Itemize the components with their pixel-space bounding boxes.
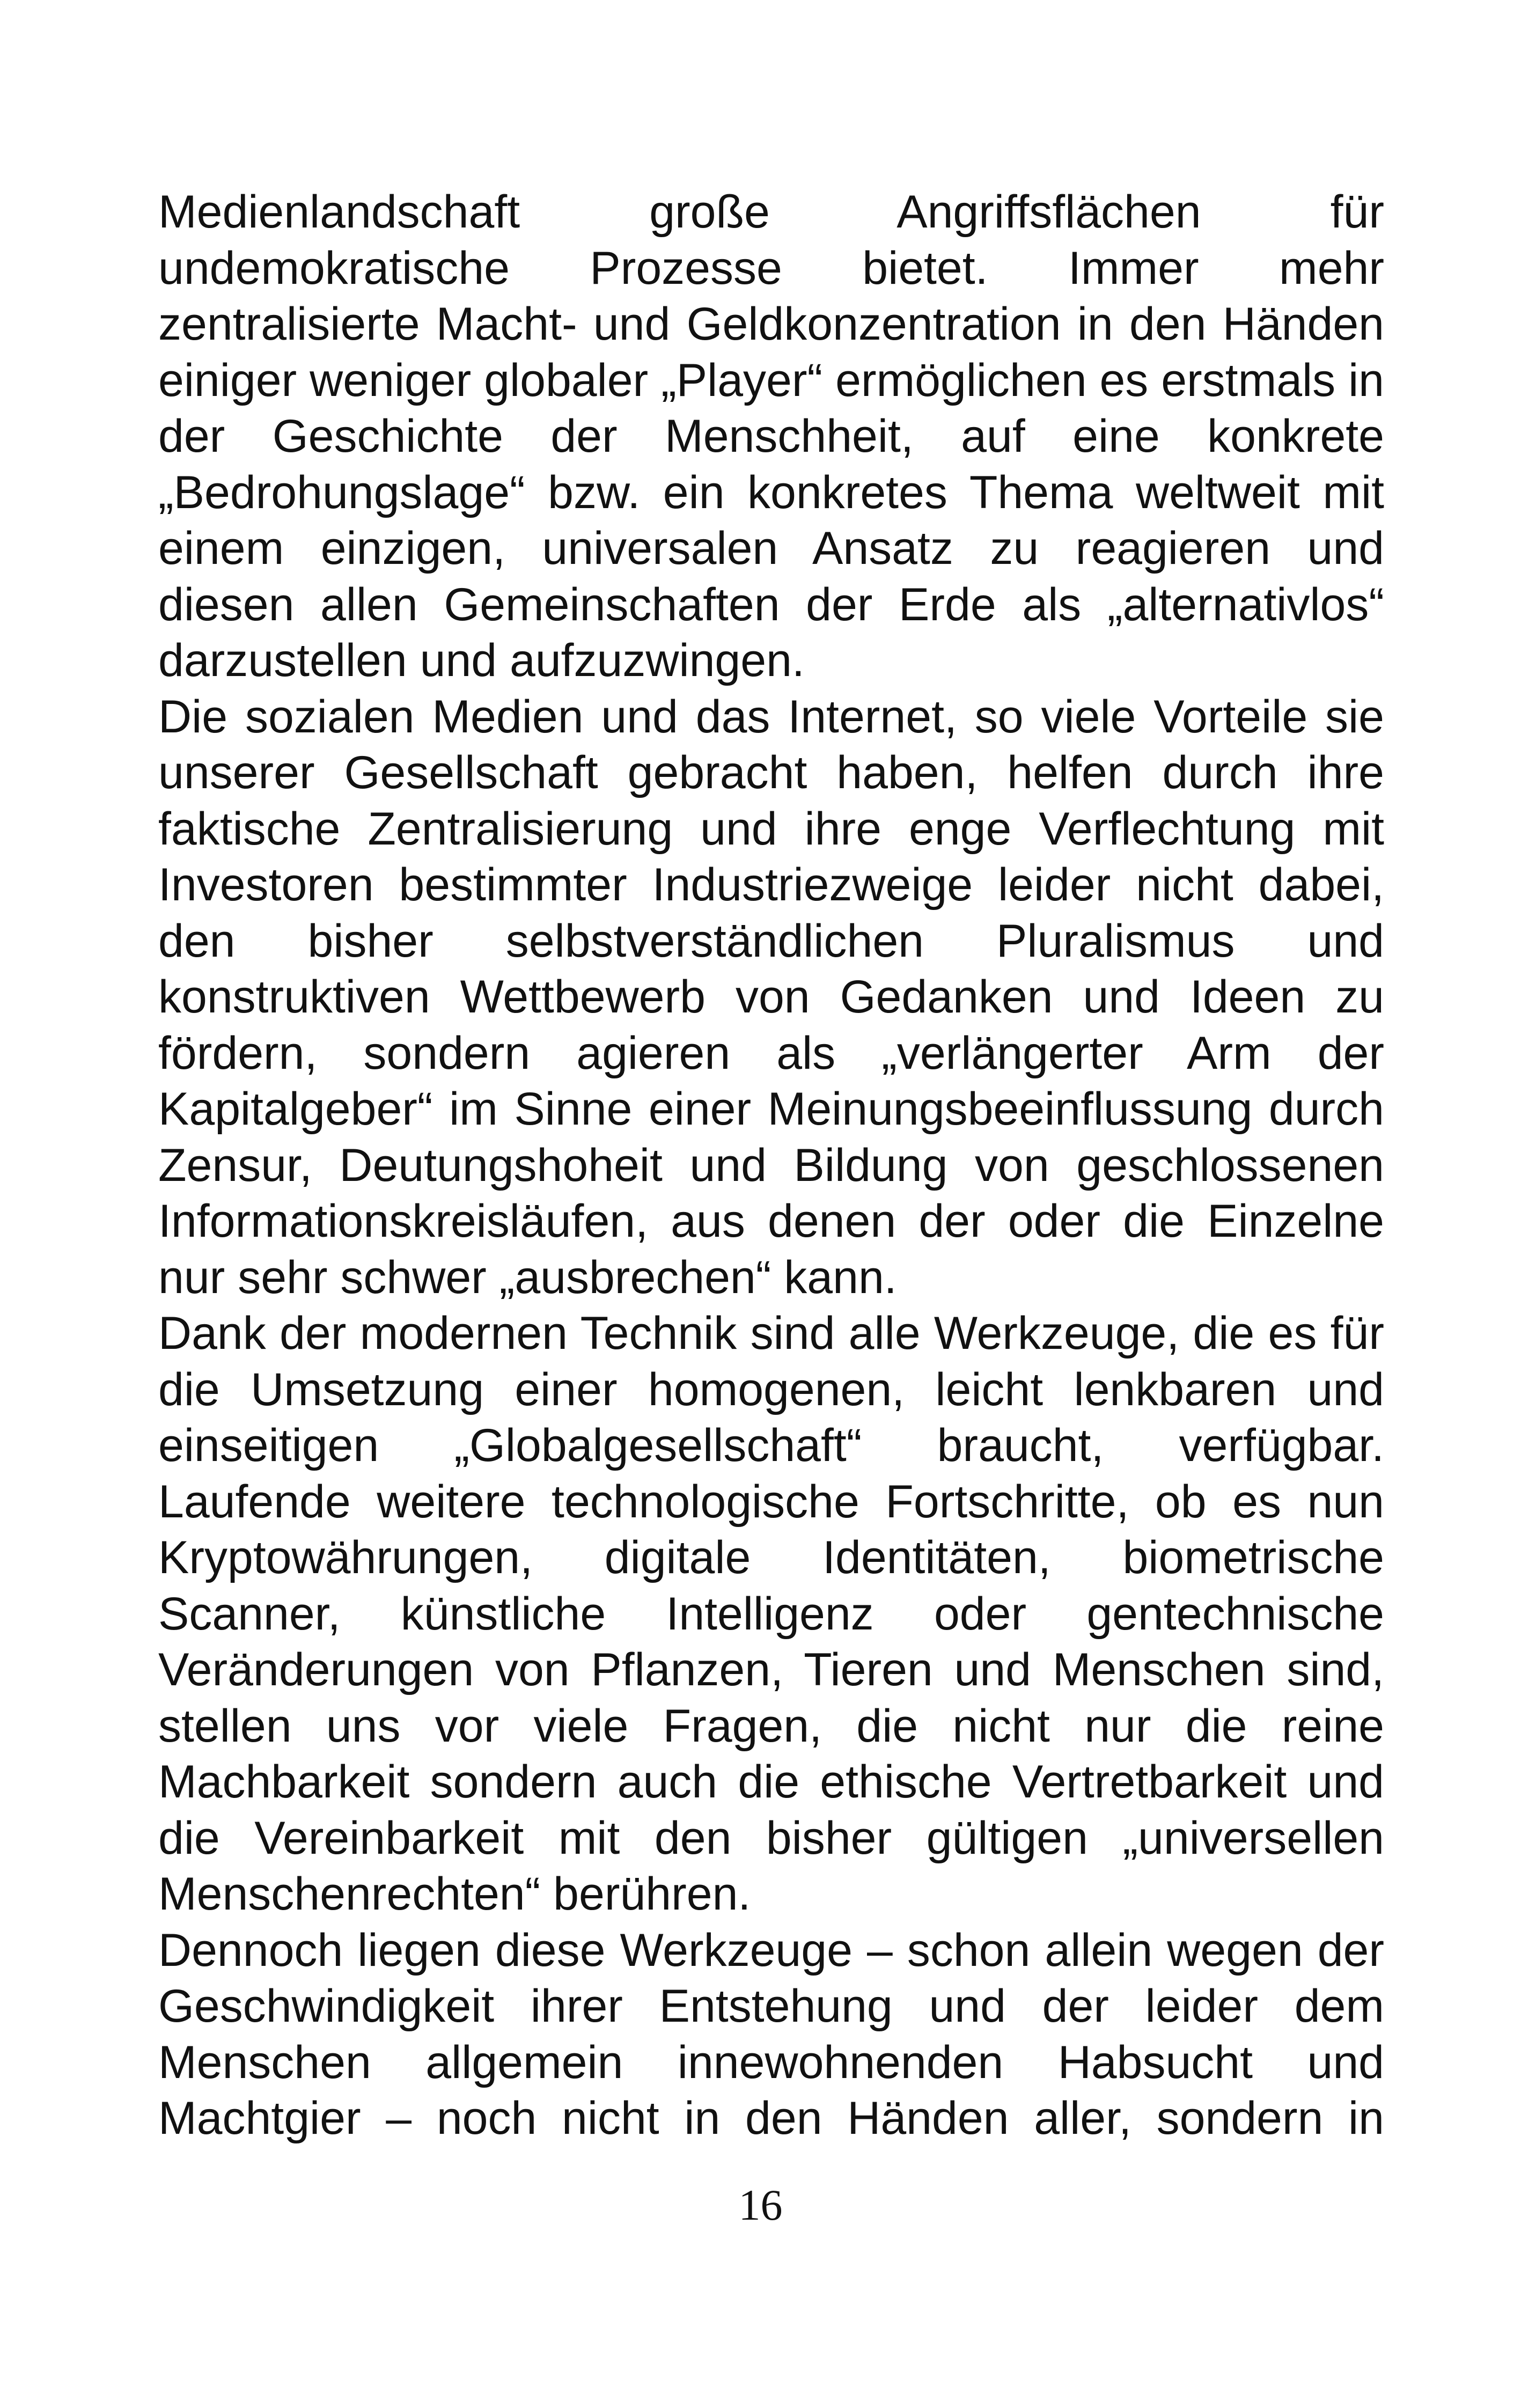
paragraph-4: Dennoch liegen diese Werkzeuge – schon allein wegen der Geschwindigkeit ihrer Entstehung und der leider dem Menschen allgemein innewohnenden Habsucht und Machtgier – noch nicht in den Händen aller, sondern in (158, 1924, 1384, 2144)
page-number: 16 (738, 2181, 783, 2229)
body-text (158, 184, 1384, 2147)
paragraph-3: Dank der modernen Technik sind alle Werkzeuge, die es für die Umsetzung einer homogenen, leicht lenkbaren und einseitigen „Globalgesellschaft“ braucht, verfügbar. Laufende weitere technologische Fortschritte, ob es nun Kryptowährungen, digitale Identitäten, biometrische Scanner, künstliche Intelligenz oder gentechnische Veränderungen von Pflanzen, Tieren und Menschen sind, stellen uns vor viele Fragen, die nicht nur die reine Machbarkeit sondern auch die ethische Vertretbarkeit und die Vereinbarkeit mit den bisher gültigen „universellen Menschenrechten“ berühren. (158, 1308, 1384, 1920)
paragraph-2: Die sozialen Medien und das Internet, so viele Vorteile sie unserer Gesellschaft gebracht haben, helfen durch ihre faktische Zentralisierung und ihre enge Verflechtung mit Investoren bestimmter Industriezweige leider nicht dabei, den bisher selbstverständlichen Pluralismus und konstruktiven Wettbewerb von Gedanken und Ideen zu fördern, sondern agieren als „verlängerter Arm der Kapitalgeber“ im Sinne einer Meinungsbeeinflussung durch Zensur, Deutungshoheit und Bildung von geschlossenen Informationskreisläufen, aus denen der oder die Einzelne nur sehr schwer „ausbrechen“ kann. (158, 691, 1384, 1303)
paragraph-1: Medienlandschaft große Angriffsflächen für undemokratische Prozesse bietet. Immer mehr zentralisierte Macht- und Geldkonzentration in den Händen einiger weniger globaler „Player“ ermöglichen es erstmals in der Geschichte der Menschheit, auf eine konkrete „Bedrohungslage“ bzw. ein konkretes Thema weltweit mit einem einzigen, universalen Ansatz zu reagieren und diesen allen Gemeinschaften der Erde als „alternativlos“ darzustellen und aufzuzwingen. (158, 186, 1384, 686)
